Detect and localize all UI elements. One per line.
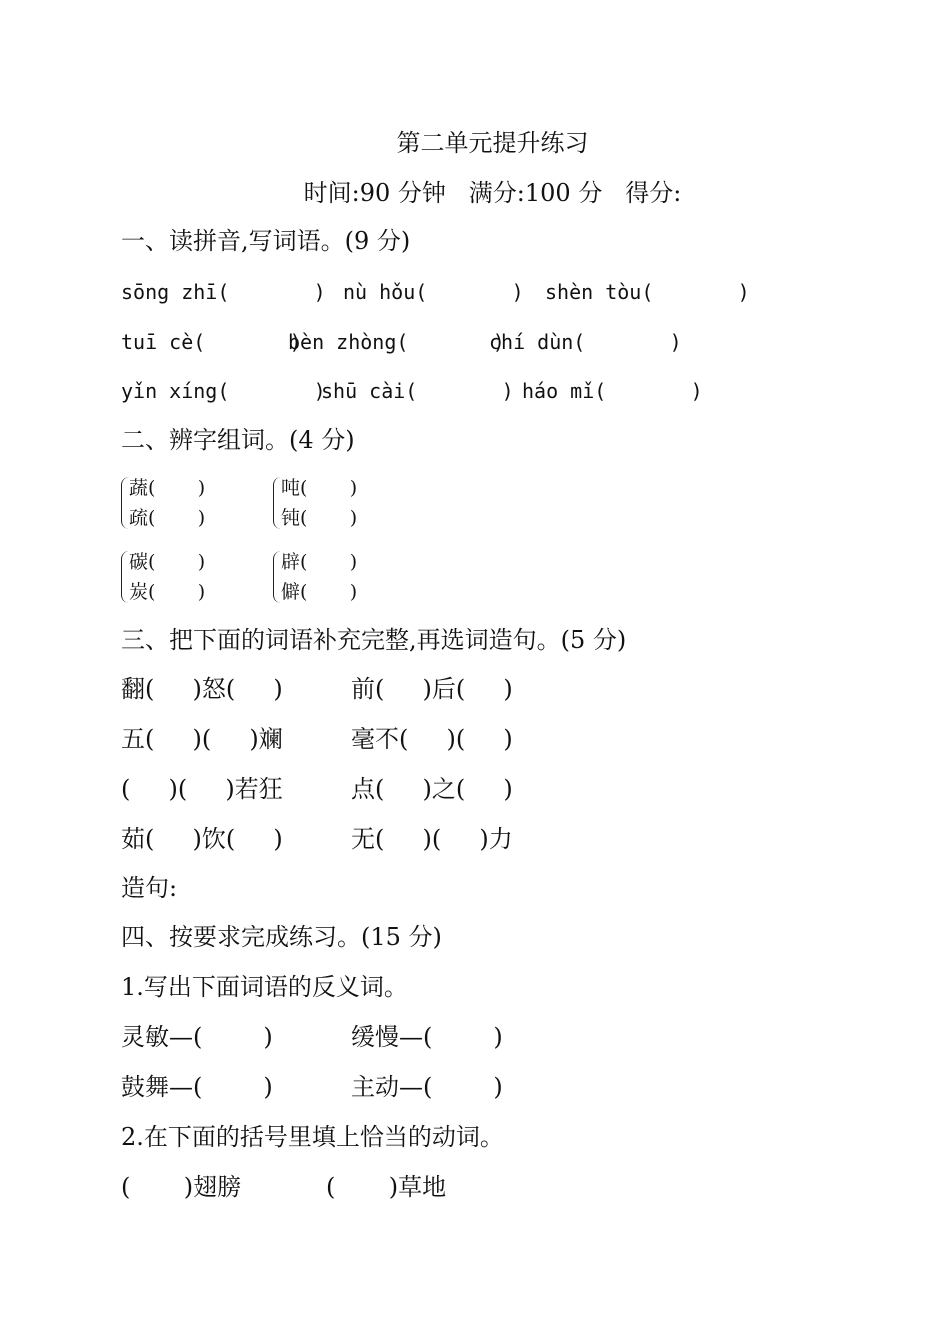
char-group-3 xyxy=(121,547,241,607)
verb-item: ( )翅膀 xyxy=(121,1173,242,1201)
pinyin-item: yǐn xíng( ) xyxy=(121,379,326,403)
idiom-item: 无( )( )力 xyxy=(351,825,513,853)
pinyin-item: sōng zhī( ) xyxy=(121,280,326,304)
char-group-4 xyxy=(273,547,393,607)
char-group-1 xyxy=(121,473,241,533)
question-1: 1.写出下面词语的反义词。 xyxy=(121,973,408,1001)
char-pair-item: 蔬( ) xyxy=(129,477,206,499)
idiom-item: 翻( )怒( ) xyxy=(121,675,283,703)
pinyin-item: shū cài( ) xyxy=(321,379,514,403)
antonym-item: 主动—( ) xyxy=(351,1073,503,1101)
char-pair-item: 疏( ) xyxy=(129,507,206,529)
idiom-item: 五( )( )斓 xyxy=(121,725,283,753)
idiom-item: 毫不( )( ) xyxy=(351,725,513,753)
section-3-heading: 三、把下面的词语补充完整,再选词造句。(5 分) xyxy=(121,626,627,654)
sentence-label: 造句: xyxy=(121,874,178,902)
char-group-2 xyxy=(273,473,393,533)
char-pair-item: 炭( ) xyxy=(129,581,206,603)
section-4-heading: 四、按要求完成练习。(15 分) xyxy=(121,923,442,951)
idiom-item: 前( )后( ) xyxy=(351,675,513,703)
char-pair-item: 钝( ) xyxy=(281,507,358,529)
char-pair-item: 僻( ) xyxy=(281,581,358,603)
antonym-item: 灵敏—( ) xyxy=(121,1023,273,1051)
antonym-item: 鼓舞—( ) xyxy=(121,1073,273,1101)
section-2-heading: 二、辨字组词。(4 分) xyxy=(121,426,355,454)
pinyin-item: háo mǐ( ) xyxy=(522,379,703,403)
char-pair-item: 辟( ) xyxy=(281,551,358,573)
idiom-item: ( )( )若狂 xyxy=(121,775,283,803)
idiom-item: 茹( )饮( ) xyxy=(121,825,283,853)
page-title: 第二单元提升练习 xyxy=(396,129,589,157)
pinyin-item: nù hǒu( ) xyxy=(343,280,524,304)
question-2: 2.在下面的括号里填上恰当的动词。 xyxy=(121,1123,504,1151)
char-pair-item: 碳( ) xyxy=(129,551,206,573)
exam-meta: 时间:90 分钟 满分:100 分 得分: xyxy=(303,179,682,207)
pinyin-item: bèn zhòng( ) xyxy=(288,330,505,354)
pinyin-item: shèn tòu( ) xyxy=(545,280,750,304)
idiom-item: 点( )之( ) xyxy=(351,775,513,803)
pinyin-item: chí dùn( ) xyxy=(489,330,682,354)
verb-item: ( )草地 xyxy=(326,1173,447,1201)
antonym-item: 缓慢—( ) xyxy=(351,1023,503,1051)
section-1-heading: 一、读拼音,写词语。(9 分) xyxy=(121,227,411,255)
pinyin-item: tuī cè( ) xyxy=(121,330,302,354)
char-pair-item: 吨( ) xyxy=(281,477,358,499)
